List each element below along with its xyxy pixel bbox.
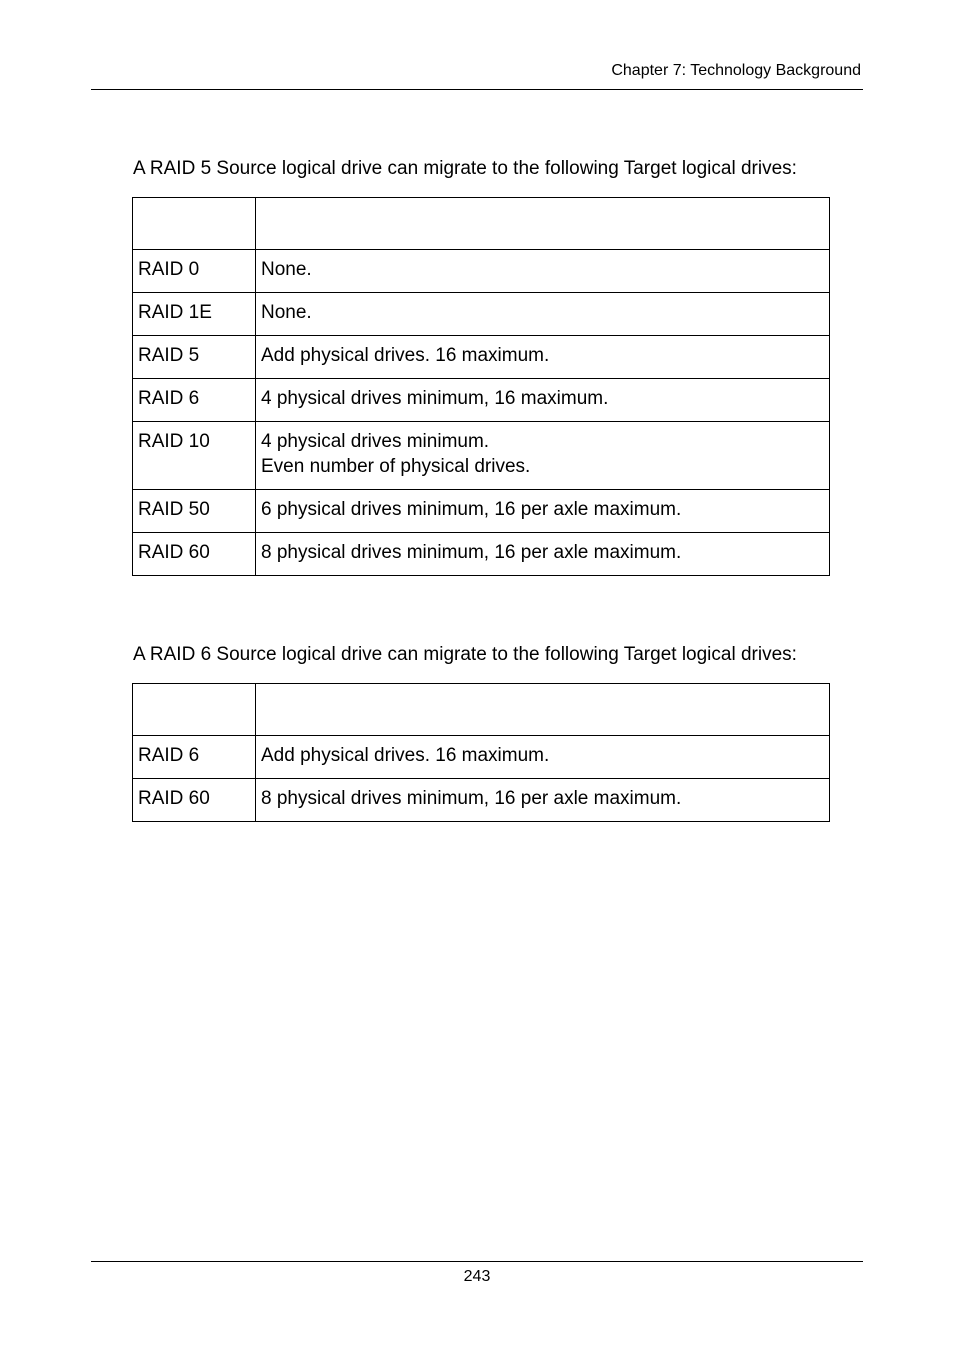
section1-intro: A RAID 5 Source logical drive can migrate to the following Target logical drives: — [133, 158, 797, 179]
table-row — [133, 736, 830, 779]
target-cell: RAID 10 — [133, 422, 256, 490]
table-header-row — [133, 684, 830, 736]
table-row — [133, 533, 830, 576]
requirement-line: 8 physical drives minimum, 16 per axle maximum. — [261, 542, 682, 563]
requirement-line: Even number of physical drives. — [261, 456, 531, 477]
raid5-migration-table — [132, 197, 830, 576]
table-row — [133, 422, 830, 490]
raid6-migration-table — [132, 683, 830, 822]
requirement-line: None. — [261, 259, 312, 280]
header-cell-requirement — [256, 684, 830, 736]
requirement-cell — [256, 736, 830, 779]
target-cell: RAID 60 — [133, 533, 256, 576]
table-header-row — [133, 198, 830, 250]
requirement-cell — [256, 379, 830, 422]
target-cell: RAID 5 — [133, 336, 256, 379]
requirement-line: 4 physical drives minimum, 16 maximum. — [261, 388, 609, 409]
table-row — [133, 490, 830, 533]
table-row — [133, 250, 830, 293]
requirement-line: None. — [261, 302, 312, 323]
target-cell: RAID 60 — [133, 779, 256, 822]
requirement-cell — [256, 293, 830, 336]
section2-intro: A RAID 6 Source logical drive can migrate to the following Target logical drives: — [133, 644, 797, 665]
target-cell: RAID 50 — [133, 490, 256, 533]
target-cell: RAID 6 — [133, 736, 256, 779]
header-cell-requirement — [256, 198, 830, 250]
footer-rule — [91, 1261, 863, 1262]
requirement-line: 4 physical drives minimum. — [261, 431, 490, 452]
table-row — [133, 293, 830, 336]
requirement-line: Add physical drives. 16 maximum. — [261, 345, 550, 366]
requirement-cell — [256, 250, 830, 293]
requirement-line: 8 physical drives minimum, 16 per axle maximum. — [261, 788, 682, 809]
header-cell-target — [133, 198, 256, 250]
requirement-cell — [256, 422, 830, 490]
target-cell: RAID 6 — [133, 379, 256, 422]
requirement-line: Add physical drives. 16 maximum. — [261, 745, 550, 766]
page-number: 243 — [463, 1268, 491, 1285]
table-row — [133, 336, 830, 379]
requirement-line: 6 physical drives minimum, 16 per axle maximum. — [261, 499, 682, 520]
requirement-cell — [256, 336, 830, 379]
table-row — [133, 779, 830, 822]
header-cell-target — [133, 684, 256, 736]
header-rule — [91, 89, 863, 90]
requirement-cell — [256, 533, 830, 576]
target-cell: RAID 1E — [133, 293, 256, 336]
table-row — [133, 379, 830, 422]
requirement-cell — [256, 490, 830, 533]
target-cell: RAID 0 — [133, 250, 256, 293]
running-header: Chapter 7: Technology Background — [611, 62, 861, 79]
requirement-cell — [256, 779, 830, 822]
